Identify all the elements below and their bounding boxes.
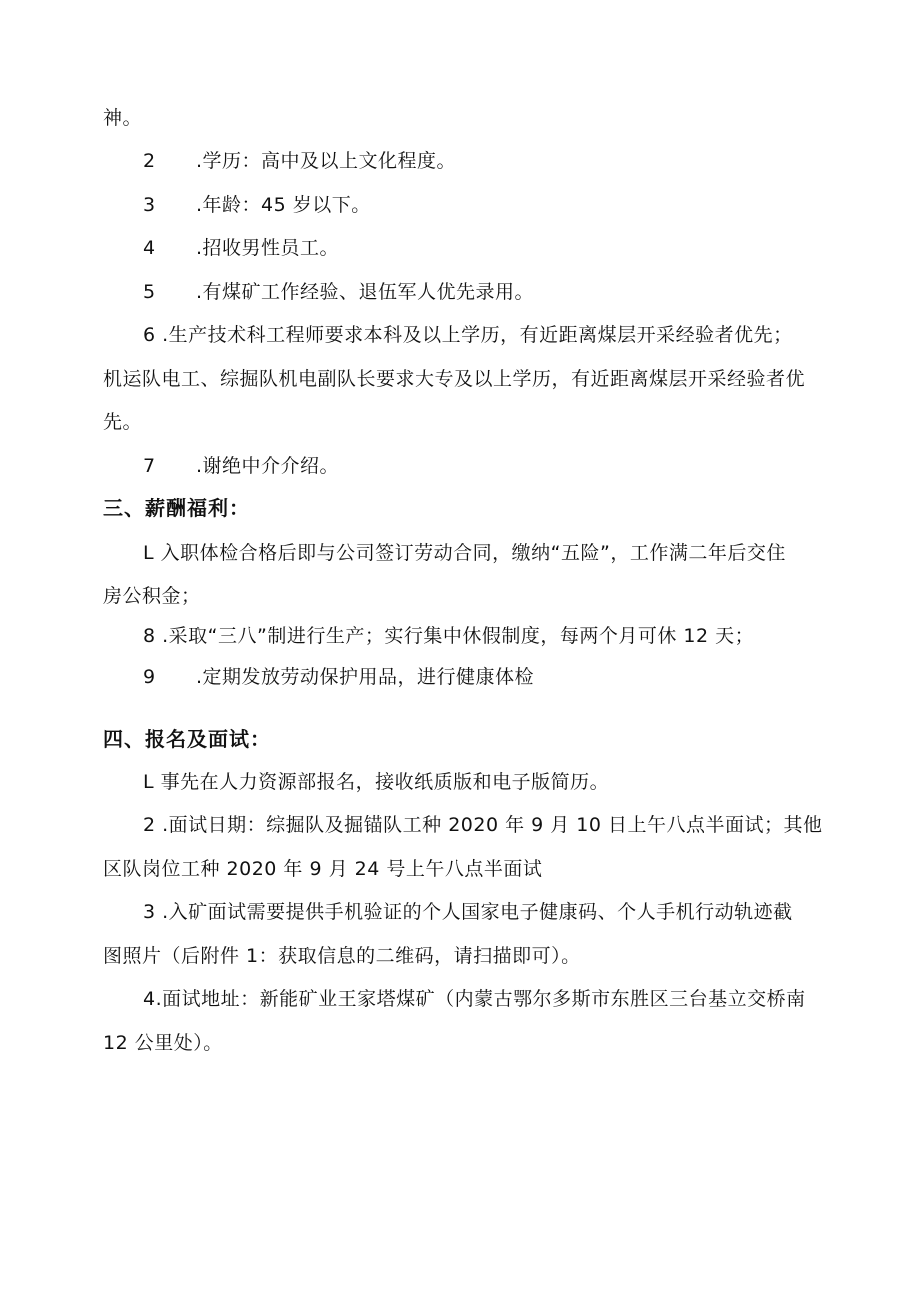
- document-page: 神。 2 .学历：高中及以上文化程度。 3 .年龄：45 岁以下。 4 .招收男性员工。 5 .有煤矿工作经验、退伍军人优先录用。 6 .生产技术科工程师要求本科及以上学历，有近距离煤层开采经验者优先； 机运队电工、综掘队机电副队长要求大专及以上学历，有近距离煤层开采经验者优 先。 7 .谢绝中介介绍。 三、薪酬福利： L 入职体检合格后即与公司签订劳动合同，缴纳“五险”，工作满二年后交住 房公积金； 8 .采取“三八”制进行生产；实行集中休假制度，每两个月可休 12 天； 9 .定期发放劳动保护用品，进行健康体检 四、报名及面试： L 事先在人力资源部报名，接收纸质版和电子版简历。 2 .面试日期：综掘队及掘锚队工种 2020 年 9 月 10 日上午八点半面试；其他 区队岗位工种 2020 年 9 月 24 号上午八点半面试 3 .入矿面试需要提供手机验证的个人国家电子健康码、个人手机行动轨迹截 图照片（后附件 1：获取信息的二维码，请扫描即可）。 4.面试地址：新能矿业王家塔煤矿（内蒙古鄂尔多斯市东胜区三台基立交桥南 12 公里处）。: [103, 107, 823, 1054]
